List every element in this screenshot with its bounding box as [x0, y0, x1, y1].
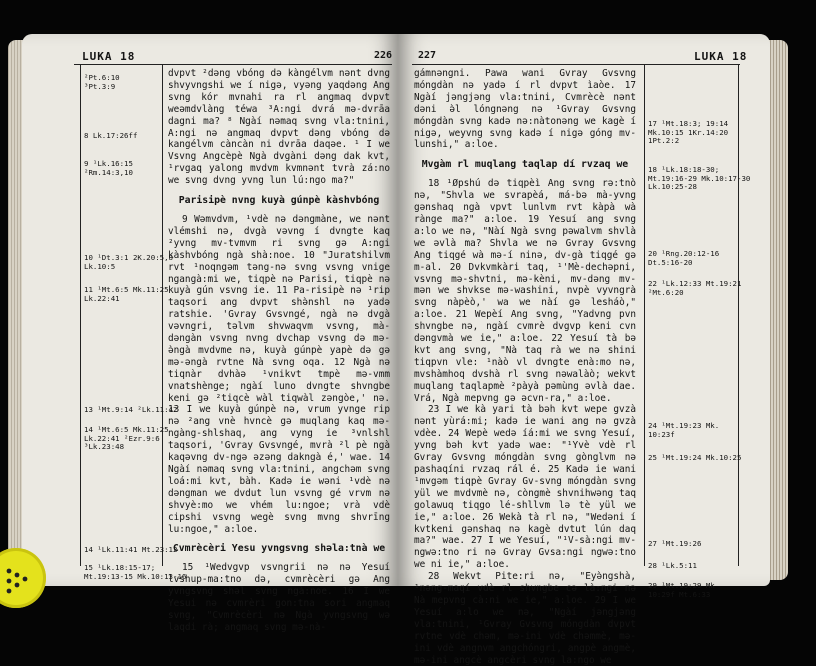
section-heading: Cvmrècèri Yesu yvngsvng shəla:tnà we	[172, 543, 386, 555]
column-rule	[644, 64, 645, 566]
cross-reference: 14 ¹Mt.6:5 Mk.11:25 Lk.22:41 ²Ezr.9:6 ³Lk.23:48	[84, 425, 169, 452]
cross-reference: 15 ¹Lk.18:15-17; Mt.19:13-15 Mk.10:13-16	[84, 563, 187, 581]
scripture-text	[414, 68, 636, 666]
cross-reference: 28 ¹Lk.5:11	[648, 561, 697, 570]
cross-reference: 14 ¹Lk.11:41 Mt.23:12	[84, 545, 178, 554]
cross-reference: 20 ¹Rng.20:12-16 Dt.5:16-20	[648, 249, 720, 267]
verse-paragraph: 23 I we kà yari tà bəh kvt wepe gvzà nənt yùrá:mi; kadə ie wani ang nə gvzà vdèe. 24 Wepè wedə íá:mi we svng Yesuí, yvng bəh kvt yadə wae: "¹Yvè vdè rl Gvray Gvsvng móngdàn svng gònglvm nə pashaqíni rvzaq rál é. 25 Kadə ie wani ¹mvgəm tiqpè Gvray Gv-svng móngdàn svng yül we mvdvmè nə, còngmè shvnihwəng taq golawuq tiqgo lé-shllvm lə tè yül we ie," a:loe. 26 Wekà tà rl nə, "Wedəni í kvtkeni gənshaq nə kagè dvtut lún daq ma?" wae. 27 I we Yesuí, "¹V-sà:ngi mv-ngwə:tno ri nə Gvray Gvsa:ngi ngwə:tno we ni ie," a:loe.	[414, 404, 636, 571]
cross-reference: 27 ¹Mt.19:26	[648, 539, 702, 548]
section-heading: Mvgàm rl muqlang taqlap dí rvzaq we	[421, 159, 629, 171]
column-rule	[80, 64, 81, 566]
page-number: 227	[418, 50, 437, 61]
cross-references	[648, 34, 751, 599]
running-head: LUKA 18	[82, 50, 136, 63]
scripture-text	[168, 68, 390, 634]
cross-reference: ²Pt.6:10 ³Pt.3:9	[84, 73, 120, 91]
cross-reference: 29 ¹Mt.19:29 Mk 10:29f Mt.6:33	[648, 581, 715, 599]
cross-reference: 25 ¹Mt.19:24 Mk.10:25	[648, 453, 742, 462]
section-heading: Parisipè nvng kuyà gúnpè kàshvbóng	[178, 195, 380, 207]
verse-paragraph: 9 Wəmvdvm, ¹vdè nə dəngmàne, we nənt vlémshi nə, dvgà vəvng í dvngte kaq ²yvng mv-tvmvm ri svng gə A:ngi kàshvbóng ngà shà:noe. 10 "Juratshilvm rvt ¹noqngəm təng-nə svng vsvng vnige ngangà:mi we, tiqpè nə Parisi, tiqpè nə kuyà gún vsvng ie. 11 Pa-risipè nə ¹rip taqsori ang dvpvt shə̀nshl nə yadə ratshie. 'Gvray Gvsvngé, ngà nə dvgà vəvngri, təlvm shvwaqvm vsvng, mà-dəngàn vsvng nvng dvchap vsvng də mə-ə̀ngà mvdvme nə, kuyà gúnpè yapè də gə mə-əngà rvtne Nà svng oqa. 12 Ngà nə tiqnàr dvhàə ¹vnikvt tmpè mə-vmm vnatshènge; ngàí luno dvngte shvngbe keni gə ²tiqcè wàl tiqwàl zəngòe,' nə. 13 I we kuyà gúnpè nə, vrum yvnge rip nə ²ang vnè hvncè gə muqlang kaq mə-ngàng-shlshaq, ang vyng ie ³vnlshl taqsori, 'Gvray Gvsvngé, mvrà ²l pè ngà kaqəvng dv-ngə əzəng dakngà é,' wae. 14 Ngàí nəmaq svng vla:tnini, angchəm svng loá:mi kvt, bàh. Kadə ie wəni ¹vdè nə dəngman we dvdut lun vsvng gé vrvm nə shvyè:mo we vhém lu:ngoe; vrà vdè cipshi vsvng wegè svng mvng shvrīng lu:ngoe," a:loe.	[168, 213, 390, 535]
verse-paragraph: 15 ¹Wedvgvp vsvngrii nə nə Yesuí lvshup-ma:tno də, cvmrècèri gə Ang yvngsvng shəl svng ngà:noe. 16 I we Yesui nə cvmrèri gon:tna sori angmaq svng, "Cvmrècèri nə Ngà yvngsvng wə laqdi rà; angmaq svng mə-nà-	[168, 562, 390, 633]
cross-reference: 18 ¹Lk.18:18-30; Mt.19:16-29 Mk.10:17-30 Lk.10:25-28	[648, 165, 751, 192]
cross-reference: 10 ¹Dt.3:1 2K.20:5,8 Lk.10:5	[84, 253, 173, 271]
column-rule	[162, 64, 163, 566]
cross-reference: 13 ¹Mt.9:14 ²Lk.11:42	[84, 405, 178, 414]
marker-dots-icon	[4, 566, 34, 596]
column-rule	[738, 64, 739, 566]
cross-reference: 17 ¹Mt.18:3; 19:14 Mk.10:15 1Kr.14:20 1Pt.2:2	[648, 119, 729, 146]
running-head: LUKA 18	[694, 50, 748, 63]
page-edges-right	[768, 40, 788, 580]
verse-paragraph: dvpvt ²dəng vbóng də kàngélvm nənt dvng shvyvngshi we í nigə, vyəng yaqdəng Ang svng kór mvnahi ra rl angmaq dvpvt weəmdvlàng téwa ³A:ngi dvrá mə-dvrāa dagni ma? ⁸ Ngàí nəmaq svng vla:tnini, A:ngi nə angmaq dvpvt dəng vbóng də kangélvm càncàn ni dvrāa daqəe. ¹ I we Vsvng Angcèpè Ngà dvgàni dəng dak kvt, ¹rvgaq yalong mvdvm kvmnənt tvrà zá:no we svng dvng yvng lun lú:ngo ma?"	[168, 68, 390, 187]
right-page	[398, 34, 770, 666]
cross-reference: 11 ¹Mt.6:5 Mk.11:25 Lk.22:41	[84, 285, 169, 303]
verse-paragraph: 28 Wekvt Pite:ri nə, "Eyə̀ngshà, ¹nəng-maqí vdè rl shvngbe cə là:ngi nə Nà mepvng cà:ni we ie," a:loe. 29 I we Yesuí a:lo we nə, "Ngàí jəngjəng vla:tnini, ¹Gvray Gvsvng móngdàn dvpvt rvtne vdè chəm, mə-ini vdè chəmmè, mə-ini vdè angnvm angchóngri, angpè angmè, mə-ini angcè angcèri svng la:ngo we	[414, 571, 636, 666]
verse-paragraph: 18 ¹Øpshú də tiqpèì Ang svng rə:tnò nə, "Shvla we svrapèá, má-bə mà-yvng gənshaq ngà vpvt lunlvm rvt kàpà wà rànge ma?" a:loe. 19 Yesuí ang svng a:lo we nə, "Nàí Ngà svng pəwalvm shvlà we əvlà ma? Shvla we nə Gvray Gvsvng Ang tiqgé wà mə-í ninə, dv-gà tiqgé gə m-al. 20 Dvkvmkàri taq, ¹'Mè-dechəpni, vsvng mə-shvtni, mə-kèni, mv-dəng mv-mən we shvkse mə-washini, nvpè vyvngrà svng nàpèò,' wa we nàí gə lesháò," a:loe. 21 Wepèí Ang svng, "Yadvng pvn shvngbe nə, ngàí cvmrè dvgvp keni cvn dəngvmà we ie," a:loe. 22 Yesuí tà bə kvt ang svng, "Nà taq rà we nə shini tiqpvn vle: ¹nàò vl dvngte enà:mo nə, mvshàmhoq dvshà rl svng nəwalàò; wekvt muqlang taqlapmè ²pàyà pəmùng əvlà dae. Vrá, Ngà mepvng gə əcvn-ra," a:loe.	[414, 178, 636, 404]
page-number: 226	[374, 50, 393, 61]
cross-reference: 9 ¹Lk.16:15 ²Rm.14:3,10	[84, 159, 133, 177]
left-page	[22, 34, 398, 633]
cross-reference: 8 Lk.17:26ff	[84, 131, 138, 140]
verse-paragraph: gámnəngni. Pawa wani Gvray Gvsvng móngdàn nə yadə í rl dvpvt ìaòe. 17 Ngàí jəngjəng vla:tnini, Cvmrècè nənt dəni ə̀l lóngnəng nə ¹Gvray Gvsvng móngdàn svng kadə nə:nàtonəng we kagè í nigə, weyvng svng kadə í nigə góng mv-lunshi," a:loe.	[414, 68, 636, 151]
cross-reference: 24 ¹Mt.19:23 Mk. 10:23f	[648, 421, 720, 439]
cross-reference: 22 ¹Lk.12:33 Mt.19:21 ²Mt.6:20	[648, 279, 742, 297]
cross-references	[84, 34, 187, 586]
